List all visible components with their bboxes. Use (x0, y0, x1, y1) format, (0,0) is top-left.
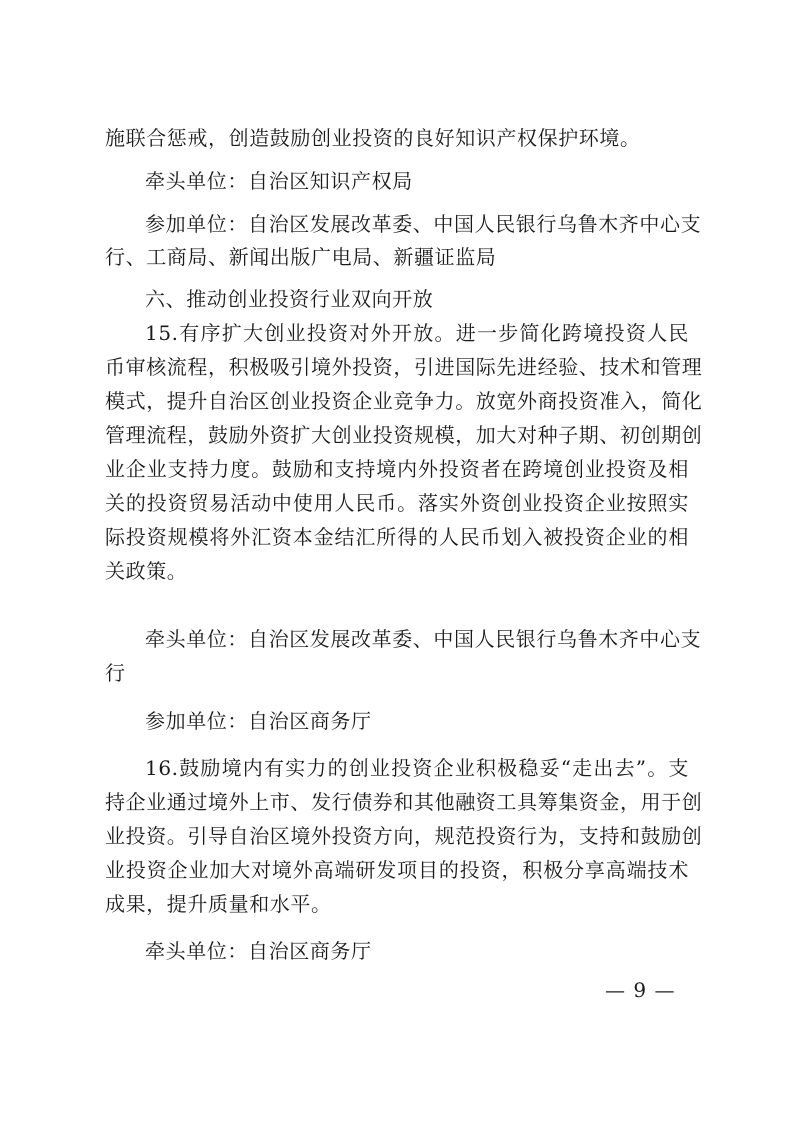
paragraph-line: 业投资。引导自治区境外投资方向，规范投资行为，支持和鼓励创 (105, 824, 703, 848)
lead-unit-line: 行 (105, 661, 126, 685)
paragraph-line: 业企业支持力度。鼓励和支持境内外投资者在跨境创业投资及相 (105, 457, 689, 481)
paragraph-line: 关的投资贸易活动中使用人民币。落实外资创业投资企业按照实 (105, 491, 689, 515)
section-heading: 六、推动创业投资行业双向开放 (145, 287, 434, 311)
paragraph-line: 关政策。 (105, 559, 188, 583)
paragraph-line: 际投资规模将外汇资本金结汇所得的人民币划入被投资企业的相 (105, 525, 689, 549)
participating-unit-line: 参加单位：自治区发展改革委、中国人民银行乌鲁木齐中心支 (145, 212, 702, 236)
paragraph-line: 成果，提升质量和水平。 (105, 892, 332, 916)
paragraph-line: 持企业通过境外上市、发行债券和其他融资工具筹集资金，用于创 (105, 790, 703, 814)
paragraph-line: 币审核流程，积极吸引境外投资，引进国际先进经验、技术和管理 (105, 355, 703, 379)
paragraph-line: 施联合惩戒，创造鼓励创业投资的良好知识产权保护环境。 (105, 126, 641, 150)
paragraph-line: 模式，提升自治区创业投资企业竞争力。放宽外商投资准入，简化 (105, 389, 703, 413)
participating-unit-line: 行、工商局、新闻出版广电局、新疆证监局 (105, 245, 497, 269)
lead-unit-line: 牵头单位：自治区知识产权局 (145, 169, 413, 193)
paragraph-line: 15.有序扩大创业投资对外开放。进一步简化跨境投资人民 (145, 321, 689, 345)
lead-unit-line: 牵头单位：自治区发展改革委、中国人民银行乌鲁木齐中心支 (145, 627, 702, 651)
paragraph-line: 管理流程，鼓励外资扩大创业投资规模，加大对种子期、初创期创 (105, 423, 703, 447)
paragraph-line: 业投资企业加大对境外高端研发项目的投资，积极分享高端技术 (105, 858, 689, 882)
lead-unit-line: 牵头单位：自治区商务厅 (145, 939, 372, 963)
page-number: — 9 — (605, 978, 676, 1002)
participating-unit-line: 参加单位：自治区商务厅 (145, 709, 372, 733)
paragraph-line: 16.鼓励境内有实力的创业投资企业积极稳妥“走出去”。支 (145, 756, 689, 780)
